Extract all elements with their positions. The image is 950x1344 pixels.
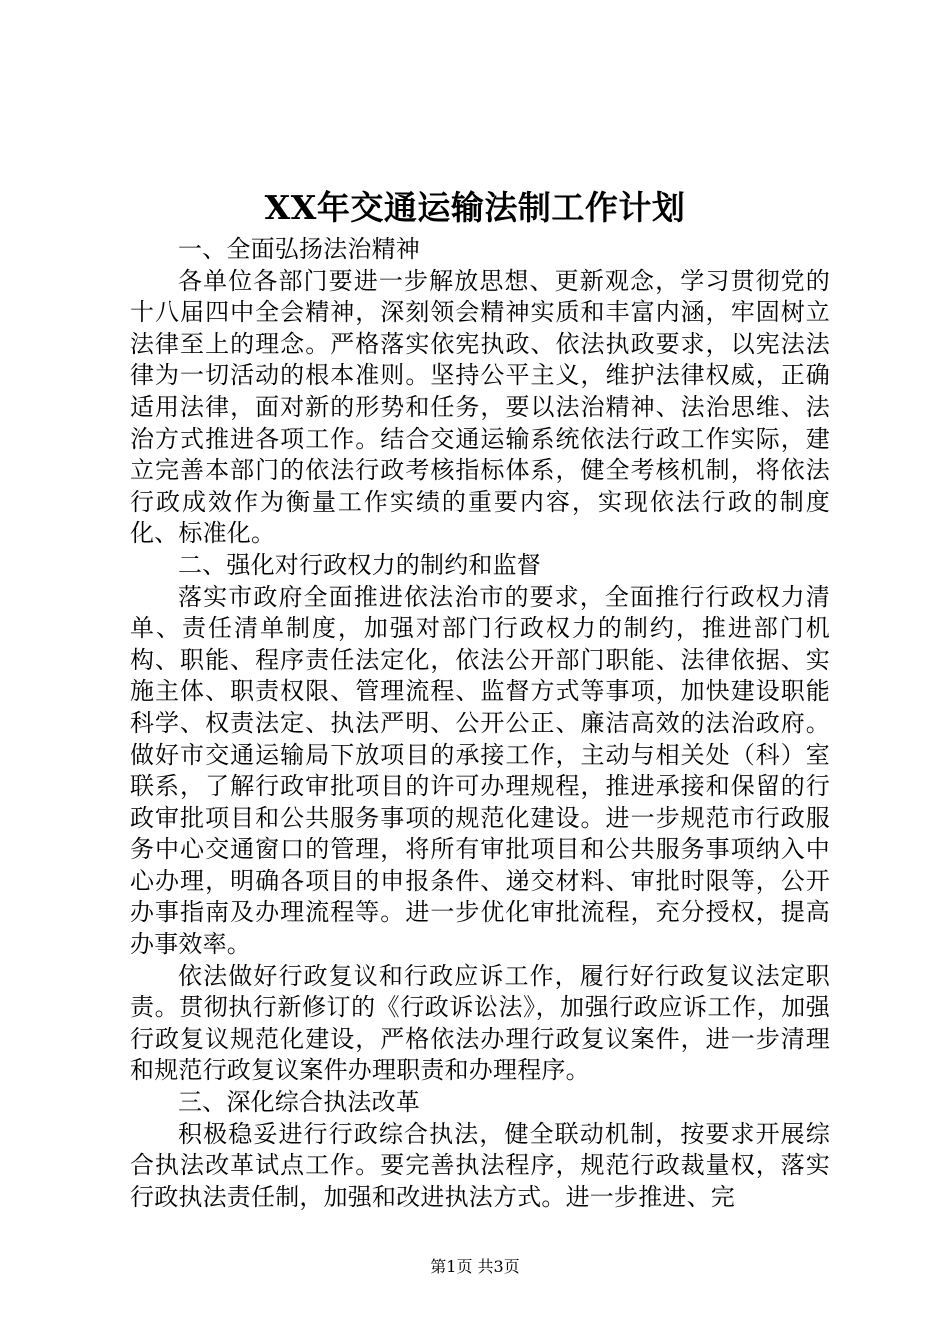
- document-title: XX年交通运输法制工作计划: [264, 188, 686, 227]
- section-heading-1: 一、全面弘扬法治精神: [178, 235, 420, 263]
- paragraph-3: 依法做好行政复议和行政应诉工作，履行好行政复议法定职责。贯彻执行新修订的《行政诉讼法》，加强行政应诉工作，加强行政复议规范化建设，严格依法办理行政复议案件，进一步清理和规范行政复议案件办理职责和办理程序。: [130, 961, 830, 1085]
- paragraph-1: 各单位各部门要进一步解放思想、更新观念，学习贯彻党的十八届四中全会精神，深刻领会精神实质和丰富内涵，牢固树立法律至上的理念。严格落实依宪执政、依法执政要求，以宪法法律为一切活动的根本准则。坚持公平主义，维护法律权威，正确适用法律，面对新的形势和任务，要以法治精神、法治思维、法治方式推进各项工作。结合交通运输系统依法行政工作实际，建立完善本部门的依法行政考核指标体系，健全考核机制，将依法行政成效作为衡量工作实绩的重要内容，实现依法行政的制度化、标准化。: [130, 266, 830, 548]
- paragraph-2: 落实市政府全面推进依法治市的要求，全面推行行政权力清单、责任清单制度，加强对部门行政权力的制约，推进部门机构、职能、程序责任法定化，依法公开部门职能、法律依据、实施主体、职责权限、管理流程、监督方式等事项，加快建设职能科学、权责法定、执法严明、公开公正、廉洁高效的法治政府。做好市交通运输局下放项目的承接工作，主动与相关处（科）室联系，了解行政审批项目的许可办理规程，推进承接和保留的行政审批项目和公共服务事项的规范化建设。进一步规范市行政服务中心交通窗口的管理，将所有审批项目和公共服务事项纳入中心办理，明确各项目的申报条件、递交材料、审批时限等，公开办事指南及办理流程等。进一步优化审批流程，充分授权，提高办事效率。: [130, 582, 830, 959]
- section-heading-2: 二、强化对行政权力的制约和监督: [178, 550, 541, 579]
- paragraph-4: 积极稳妥进行行政综合执法，健全联动机制，按要求开展综合执法改革试点工作。要完善执法程序，规范行政裁量权，落实行政执法责任制，加强和改进执法方式。进一步推进、完: [130, 1119, 830, 1211]
- page-number-footer: 第1页 共3页: [430, 1257, 520, 1276]
- section-heading-3: 三、深化综合执法改革: [178, 1088, 420, 1117]
- document-body: [130, 234, 830, 1213]
